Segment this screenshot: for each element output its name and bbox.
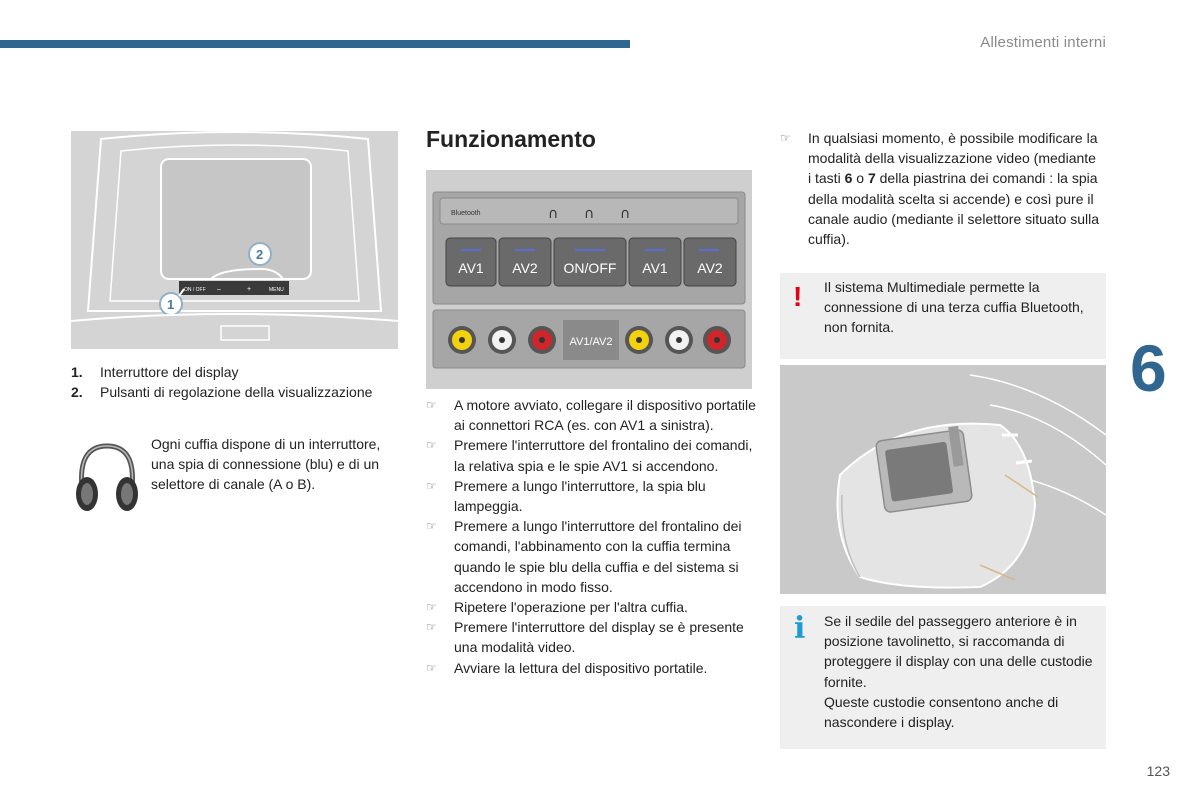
legend-number: 2. [71, 384, 83, 400]
legend-item [71, 382, 391, 402]
display-cover-drawing [780, 365, 1106, 594]
pointing-hand-icon: ☞ [426, 398, 437, 412]
figure-legend [71, 362, 391, 402]
btn-label-onoff: ON / OFF [184, 287, 206, 293]
headphone-icon [74, 442, 140, 514]
panel-button-av1[interactable] [446, 238, 496, 286]
pointing-hand-icon: ☞ [426, 620, 437, 635]
info-text [824, 611, 1094, 732]
svg-text:ON/OFF: ON/OFF [563, 260, 617, 276]
svg-text:AV1: AV1 [458, 260, 484, 276]
step-text: Avviare la lettura del dispositivo portatile. [454, 659, 708, 676]
mode-note [780, 128, 1102, 249]
legend-item [71, 362, 391, 382]
display-cover-illustration [780, 365, 1106, 594]
rca-jack-red[interactable] [703, 326, 731, 354]
legend-number: 1. [71, 364, 83, 380]
svg-text:AV1: AV1 [642, 260, 668, 276]
svg-text:AV2: AV2 [512, 260, 538, 276]
panel-button-onoff[interactable] [554, 238, 626, 286]
pointing-hand-icon: ☞ [426, 438, 437, 453]
list-item [426, 597, 756, 617]
step-text: Premere a lungo l'interruttore del frontalino dei comandi, l'abbinamento con la cuffia termina quando le spie blu della cuffia e del sistema si accendono in modo fisso. [454, 518, 742, 595]
list-item [426, 395, 756, 435]
step-text: Premere l'interruttore del frontalino dei comandi, la relativa spia e le spie AV1 si accendono. [454, 437, 753, 474]
step-text: Ripetere l'operazione per l'altra cuffia. [454, 599, 688, 616]
btn-label-minus: – [217, 286, 221, 293]
panel-button-av1-right[interactable] [629, 238, 681, 286]
list-item [426, 476, 756, 516]
list-item [426, 617, 756, 657]
headphone-icon: ∩ [584, 206, 595, 222]
pointing-hand-icon: ☞ [426, 600, 437, 615]
info-text-line2: Queste custodie consentono anche di nascondere i display. [824, 693, 1059, 731]
pointing-hand-icon: ☞ [780, 131, 791, 145]
panel-button-av2[interactable] [499, 238, 551, 286]
rca-jack-yellow[interactable] [448, 326, 476, 354]
legend-text: Pulsanti di regolazione della visualizzazione [100, 384, 373, 400]
jack-group-label: AV1/AV2 [569, 336, 613, 348]
page-number: 123 [1146, 763, 1170, 779]
steps-list [426, 395, 756, 678]
svg-text:2: 2 [256, 247, 264, 262]
pointing-hand-icon: ☞ [426, 660, 437, 675]
display-drawing [71, 131, 398, 349]
btn-label-menu: MENU [269, 287, 284, 293]
step-text: Premere a lungo l'interruttore, la spia blu lampeggia. [454, 477, 706, 515]
mode-note-text: In qualsiasi momento, è possibile modificare la modalità della visualizzazione video (mediante i tasti 6 o 7 della piastrina dei comandi : la spia della modalità scelta si accende) e così pure il canale audio (mediante il selettore situato sulla cuffia). [808, 130, 1100, 248]
warning-text: Il sistema Multimediale permette la connessione di una terza cuffia Bluetooth, non fornita. [824, 279, 1084, 336]
legend-text: Interruttore del display [100, 364, 239, 380]
info-icon: i [794, 611, 806, 646]
pointing-hand-icon: ☞ [426, 478, 437, 493]
svg-text:1: 1 [167, 297, 175, 312]
bluetooth-label: Bluetooth [451, 210, 481, 217]
panel-button-av2-right[interactable] [684, 238, 736, 286]
rca-jack-yellow[interactable] [625, 326, 653, 354]
rca-jack-red[interactable] [528, 326, 556, 354]
svg-text:AV2: AV2 [697, 260, 723, 276]
list-item [426, 516, 756, 597]
pointing-hand-icon: ☞ [426, 519, 437, 534]
list-item [426, 658, 756, 678]
section-title: Allestimenti interni [980, 34, 1106, 51]
headphone-icon: ∩ [548, 206, 559, 222]
header-accent-bar [0, 40, 630, 48]
list-item [426, 435, 756, 475]
rca-jack-white[interactable] [488, 326, 516, 354]
chapter-number: 6 [1130, 331, 1167, 405]
headphone-icon: ∩ [620, 206, 631, 222]
btn-label-plus: + [247, 286, 252, 293]
warning-icon: ! [793, 281, 803, 312]
control-panel-illustration [426, 170, 752, 389]
step-text: Premere l'interruttore del display se è presente una modalità video. [454, 619, 744, 656]
info-text-line1: Se il sedile del passeggero anteriore è in posizione tavolinetto, si raccomanda di proteggere il display con una delle custodie fornite. [824, 613, 1093, 690]
section-heading: Funzionamento [426, 126, 596, 152]
step-text: A motore avviato, collegare il dispositivo portatile ai connettori RCA (es. con AV1 a sinistra). [454, 397, 756, 434]
control-panel-drawing [426, 170, 752, 389]
display-illustration [71, 131, 398, 349]
rca-jack-white[interactable] [665, 326, 693, 354]
headphone-note: Ogni cuffia dispone di un interruttore, una spia di connessione (blu) e di un selettore di canale (A o B). [151, 436, 381, 492]
